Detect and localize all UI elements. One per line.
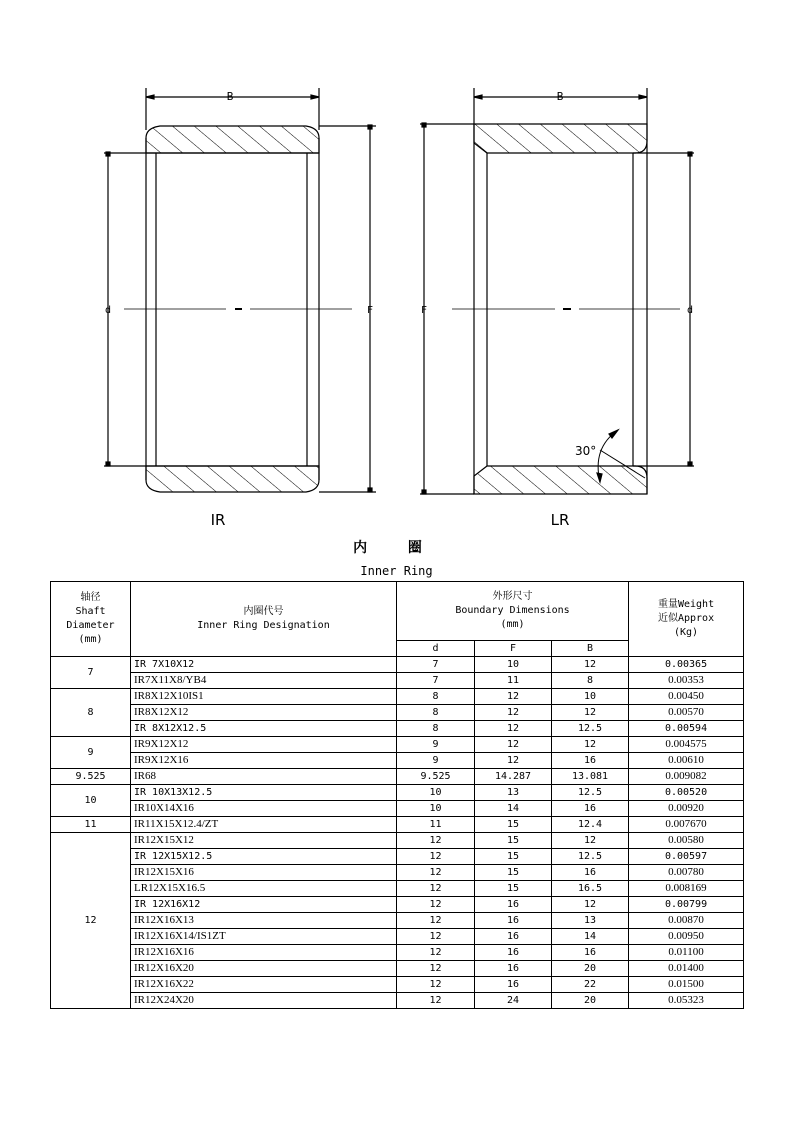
designation-cell: IR12X16X22	[131, 977, 397, 993]
header-weight-approx: 近似Approx	[657, 613, 715, 624]
weight-cell: 0.00580	[629, 833, 744, 849]
weight-cell: 0.009082	[629, 769, 744, 785]
header-boundary-unit: (mm)	[500, 619, 525, 630]
weight-cell: 0.00950	[629, 929, 744, 945]
dim-b-cell: 12	[552, 833, 629, 849]
dim-d-cell: 8	[397, 705, 475, 721]
label-lr: LR	[550, 511, 570, 529]
chamfer-angle: 30°	[575, 444, 597, 458]
dim-f-cell: 12	[475, 689, 552, 705]
table-row	[51, 737, 744, 753]
table-row	[51, 881, 744, 897]
technical-drawing	[0, 0, 793, 545]
designation-cell: IR 7X10X12	[131, 657, 397, 673]
weight-cell: 0.00570	[629, 705, 744, 721]
header-shaft-en: Shaft	[75, 606, 106, 617]
dim-b-cell: 22	[552, 977, 629, 993]
table-row	[51, 753, 744, 769]
dim-d-cell: 8	[397, 689, 475, 705]
dim-d-cell: 12	[397, 897, 475, 913]
designation-cell: IR12X16X16	[131, 945, 397, 961]
header-weight-unit: (Kg)	[673, 627, 699, 638]
designation-cell: LR12X15X16.5	[131, 881, 397, 897]
header-weight-cn: 重量Weight	[657, 599, 715, 610]
designation-cell: IR10X14X16	[131, 801, 397, 817]
header-sub-f: F	[475, 641, 552, 657]
shaft-diameter-cell: 10	[51, 785, 131, 817]
header-designation	[131, 582, 397, 657]
dim-b-cell: 12	[552, 737, 629, 753]
table-row	[51, 913, 744, 929]
header-designation-cn: 内圈代号	[243, 606, 284, 617]
dim-f-cell: 14	[475, 801, 552, 817]
dim-d-cell: 12	[397, 849, 475, 865]
dim-d-right: d	[686, 305, 694, 316]
dim-d-cell: 12	[397, 881, 475, 897]
dim-d-cell: 10	[397, 801, 475, 817]
dim-d-cell: 12	[397, 993, 475, 1009]
ir-drawing	[104, 88, 376, 492]
weight-cell: 0.00920	[629, 801, 744, 817]
dim-d-cell: 9	[397, 753, 475, 769]
table-row	[51, 721, 744, 737]
dim-f-cell: 15	[475, 849, 552, 865]
dim-b-cell: 12	[552, 657, 629, 673]
table-row	[51, 833, 744, 849]
dim-f-cell: 15	[475, 817, 552, 833]
dim-b-cell: 20	[552, 961, 629, 977]
weight-cell: 0.00594	[629, 721, 744, 737]
weight-cell: 0.00520	[629, 785, 744, 801]
title-english: Inner Ring	[360, 564, 433, 578]
weight-cell: 0.00780	[629, 865, 744, 881]
dim-b-cell: 12.5	[552, 849, 629, 865]
header-shaft	[51, 582, 131, 657]
header-shaft-unit: (mm)	[78, 634, 103, 645]
designation-cell: IR68	[131, 769, 397, 785]
designation-cell: IR12X16X13	[131, 913, 397, 929]
designation-cell: IR12X15X16	[131, 865, 397, 881]
table-row	[51, 977, 744, 993]
designation-cell: IR 10X13X12.5	[131, 785, 397, 801]
dim-d-left: d	[104, 305, 112, 316]
weight-cell: 0.00450	[629, 689, 744, 705]
shaft-diameter-cell: 12	[51, 833, 131, 1009]
header-shaft-diameter: Diameter	[66, 620, 115, 631]
dim-b-cell: 12	[552, 897, 629, 913]
designation-cell: IR12X16X14/IS1ZT	[131, 929, 397, 945]
designation-cell: IR 12X16X12	[131, 897, 397, 913]
dim-d-cell: 7	[397, 657, 475, 673]
dim-d-cell: 12	[397, 833, 475, 849]
weight-cell: 0.008169	[629, 881, 744, 897]
shaft-diameter-cell: 8	[51, 689, 131, 737]
table-header	[51, 582, 744, 657]
table-row	[51, 897, 744, 913]
table-row	[51, 993, 744, 1009]
table-row	[51, 929, 744, 945]
dim-b-cell: 13.081	[552, 769, 629, 785]
dim-d-cell: 7	[397, 673, 475, 689]
dim-b-cell: 13	[552, 913, 629, 929]
designation-cell: IR8X12X12	[131, 705, 397, 721]
dim-f-cell: 24	[475, 993, 552, 1009]
dim-b-cell: 14	[552, 929, 629, 945]
dim-b-left: B	[226, 90, 234, 103]
dim-f-cell: 15	[475, 881, 552, 897]
dim-f-cell: 12	[475, 737, 552, 753]
dim-b-right: B	[556, 90, 564, 103]
dim-f-cell: 16	[475, 897, 552, 913]
dim-f-cell: 15	[475, 865, 552, 881]
header-designation-en: Inner Ring Designation	[197, 620, 330, 631]
dim-f-cell: 16	[475, 977, 552, 993]
dim-f-left: F	[366, 305, 374, 316]
table-row	[51, 769, 744, 785]
dim-d-cell: 8	[397, 721, 475, 737]
designation-cell: IR8X12X10IS1	[131, 689, 397, 705]
weight-cell: 0.00870	[629, 913, 744, 929]
dim-f-cell: 11	[475, 673, 552, 689]
dim-f-right: F	[420, 305, 428, 316]
label-ir: IR	[210, 511, 226, 529]
dim-d-cell: 12	[397, 913, 475, 929]
dim-f-cell: 12	[475, 705, 552, 721]
dim-f-cell: 14.287	[475, 769, 552, 785]
dim-b-cell: 20	[552, 993, 629, 1009]
shaft-diameter-cell: 9	[51, 737, 131, 769]
designation-cell: IR12X16X20	[131, 961, 397, 977]
header-weight	[629, 582, 744, 657]
header-shaft-cn: 轴径	[80, 592, 101, 603]
weight-cell: 0.01400	[629, 961, 744, 977]
table-body	[51, 657, 744, 1009]
weight-cell: 0.00365	[629, 657, 744, 673]
dim-b-cell: 16	[552, 753, 629, 769]
weight-cell: 0.00353	[629, 673, 744, 689]
dim-d-cell: 12	[397, 977, 475, 993]
dim-d-cell: 12	[397, 945, 475, 961]
shaft-diameter-cell: 11	[51, 817, 131, 833]
weight-cell: 0.01500	[629, 977, 744, 993]
header-sub-d: d	[397, 641, 475, 657]
dim-b-cell: 12.5	[552, 785, 629, 801]
designation-cell: IR12X24X20	[131, 993, 397, 1009]
weight-cell: 0.00610	[629, 753, 744, 769]
dim-b-cell: 8	[552, 673, 629, 689]
dim-b-cell: 10	[552, 689, 629, 705]
dim-f-cell: 15	[475, 833, 552, 849]
dim-f-cell: 16	[475, 929, 552, 945]
weight-cell: 0.007670	[629, 817, 744, 833]
designation-cell: IR 12X15X12.5	[131, 849, 397, 865]
weight-cell: 0.004575	[629, 737, 744, 753]
dim-f-cell: 10	[475, 657, 552, 673]
dim-d-cell: 9	[397, 737, 475, 753]
dim-d-cell: 12	[397, 961, 475, 977]
dim-b-cell: 16	[552, 945, 629, 961]
dim-b-cell: 12	[552, 705, 629, 721]
weight-cell: 0.05323	[629, 993, 744, 1009]
table-row	[51, 945, 744, 961]
weight-cell: 0.00597	[629, 849, 744, 865]
dim-b-cell: 16.5	[552, 881, 629, 897]
weight-cell: 0.01100	[629, 945, 744, 961]
designation-cell: IR9X12X12	[131, 737, 397, 753]
table-row	[51, 785, 744, 801]
dim-b-cell: 16	[552, 865, 629, 881]
dim-b-cell: 12.4	[552, 817, 629, 833]
dim-f-cell: 16	[475, 913, 552, 929]
designation-cell: IR11X15X12.4/ZT	[131, 817, 397, 833]
table-row	[51, 961, 744, 977]
dim-b-cell: 12.5	[552, 721, 629, 737]
table-row	[51, 849, 744, 865]
weight-cell: 0.00799	[629, 897, 744, 913]
dim-f-cell: 13	[475, 785, 552, 801]
header-boundary-en: Boundary Dimensions	[455, 605, 570, 616]
dim-d-cell: 12	[397, 865, 475, 881]
designation-cell: IR 8X12X12.5	[131, 721, 397, 737]
table-row	[51, 705, 744, 721]
dim-d-cell: 10	[397, 785, 475, 801]
shaft-diameter-cell: 9.525	[51, 769, 131, 785]
dim-f-cell: 12	[475, 721, 552, 737]
dim-d-cell: 11	[397, 817, 475, 833]
designation-cell: IR12X15X12	[131, 833, 397, 849]
table-row	[51, 657, 744, 673]
designation-cell: IR7X11X8/YB4	[131, 673, 397, 689]
designation-cell: IR9X12X16	[131, 753, 397, 769]
header-boundary	[397, 582, 629, 641]
table-row	[51, 673, 744, 689]
dim-f-cell: 16	[475, 961, 552, 977]
title-chinese: 内 圈	[353, 540, 440, 556]
dim-f-cell: 16	[475, 945, 552, 961]
lr-drawing	[420, 88, 694, 494]
dim-d-cell: 9.525	[397, 769, 475, 785]
table-row	[51, 817, 744, 833]
table-row	[51, 865, 744, 881]
table-row	[51, 689, 744, 705]
dim-b-cell: 16	[552, 801, 629, 817]
header-sub-b: B	[552, 641, 629, 657]
inner-ring-table	[50, 581, 744, 1009]
dim-f-cell: 12	[475, 753, 552, 769]
header-boundary-cn: 外形尺寸	[492, 591, 533, 602]
shaft-diameter-cell: 7	[51, 657, 131, 689]
table-row	[51, 801, 744, 817]
dim-d-cell: 12	[397, 929, 475, 945]
